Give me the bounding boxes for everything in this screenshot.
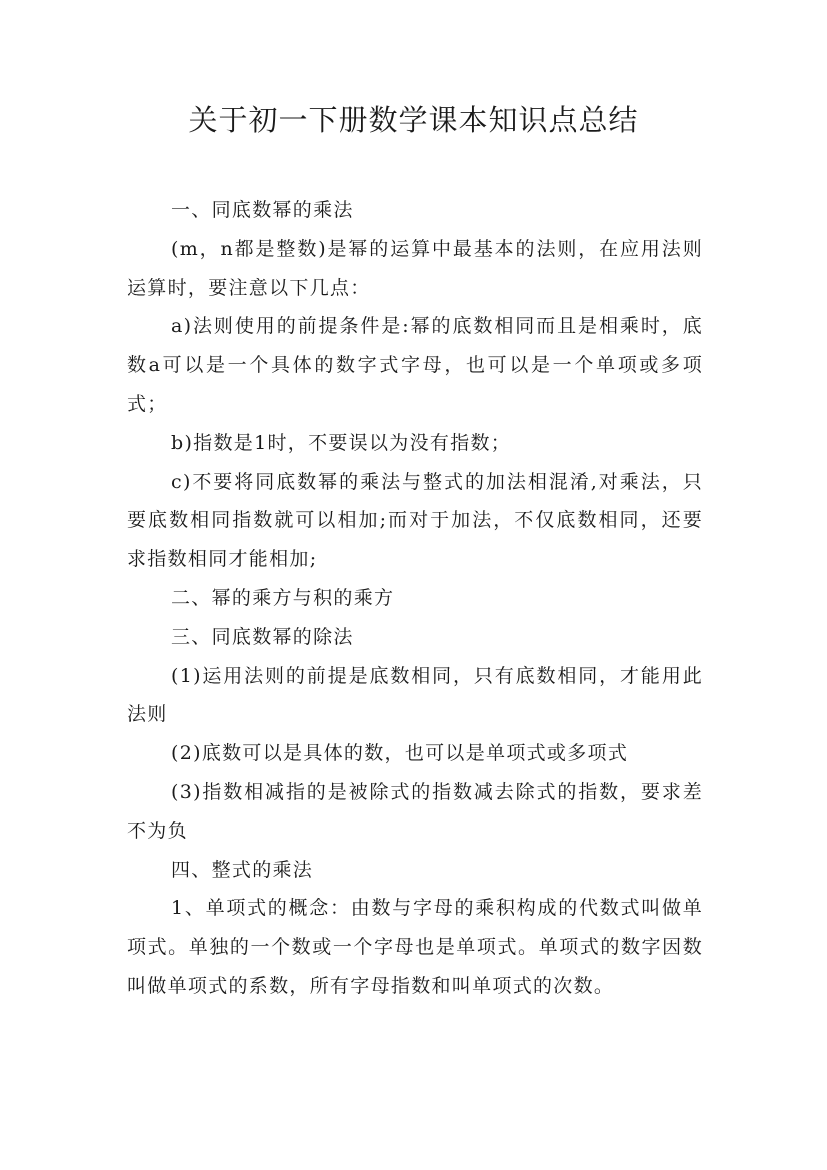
document-body [127, 191, 703, 1006]
paragraph: b)指数是1时，不要误以为没有指数； [171, 431, 512, 454]
section-heading-2: 二、幂的乘方与积的乘方 [171, 586, 395, 609]
section-heading-4: 四、整式的乘法 [171, 858, 314, 881]
paragraph: 1、单项式的概念：由数与字母的乘积构成的代数式叫做单项式。单独的一个数或一个字母也是单项式。单项式的数字因数叫做单项式的系数，所有字母指数和叫单项式的次数。 [127, 897, 703, 997]
paragraph: (3)指数相减指的是被除式的指数减去除式的指数，要求差不为负 [127, 780, 703, 842]
document-title: 关于初一下册数学课本知识点总结 [188, 103, 639, 137]
section-heading-1: 一、同底数幂的乘法 [171, 199, 354, 221]
paragraph: a)法则使用的前提条件是:幂的底数相同而且是相乘时，底数a可以是一个具体的数字式字母，也可以是一个单项或多项式； [127, 315, 703, 415]
paragraph: (2)底数可以是具体的数，也可以是单项式或多项式 [171, 742, 629, 765]
paragraph: c)不要将同底数幂的乘法与整式的加法相混淆,对乘法，只要底数相同指数就可以相加;而对于加法，不仅底数相同，还要求指数相同才能相加; [127, 470, 703, 571]
paragraph: (m，n都是整数)是幂的运算中最基本的法则，在应用法则运算时，要注意以下几点： [127, 237, 703, 299]
section-heading-3: 三、同底数幂的除法 [171, 625, 354, 648]
paragraph: (1)运用法则的前提是底数相同，只有底数相同，才能用此法则 [127, 664, 703, 726]
